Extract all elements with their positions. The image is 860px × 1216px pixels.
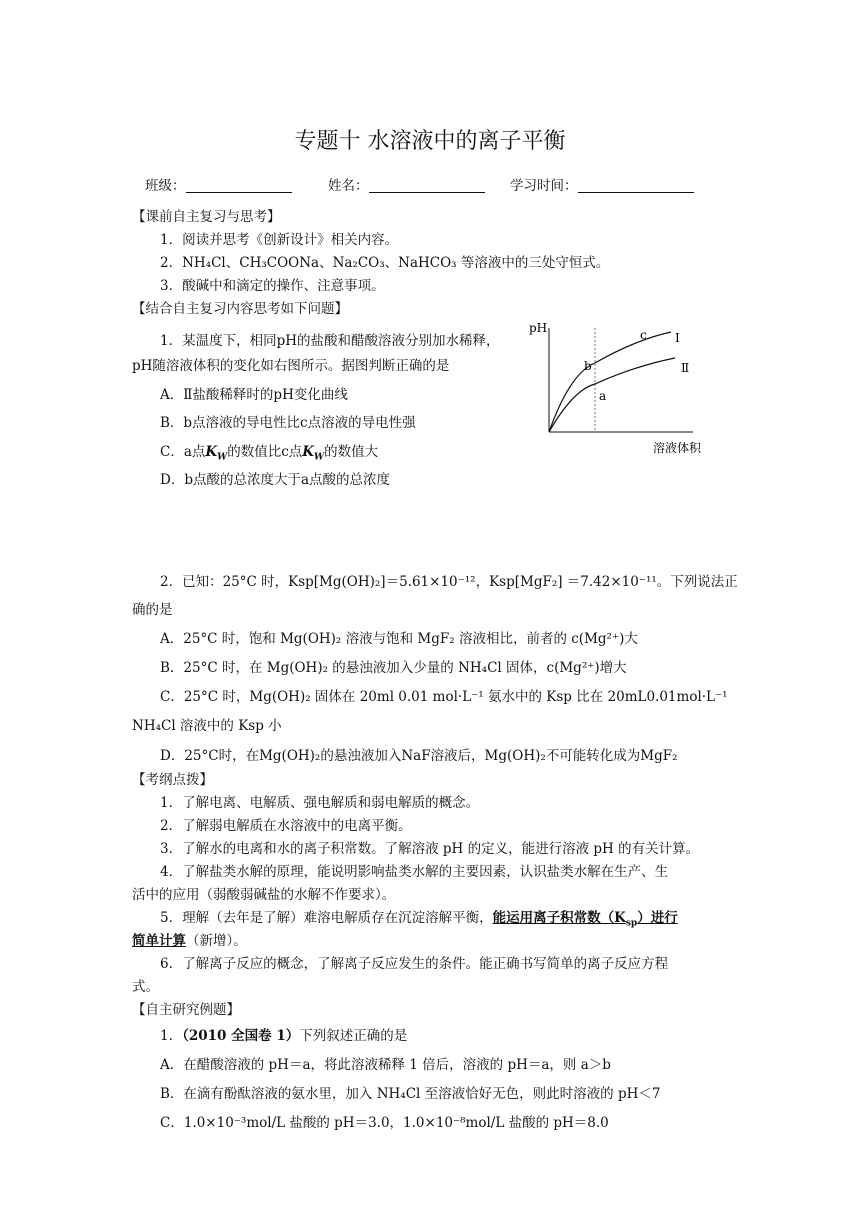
q2-option-c-line1: C．25°C 时，Mg(OH)₂ 固体在 20ml 0.01 mol·L⁻¹ 氨水中的 Ksp 比在 20mL0.01mol·L⁻¹: [160, 689, 728, 705]
syllabus-item-3: 3．了解水的电离和水的离子积常数。了解溶液 pH 的定义，能进行溶液 pH 的有关计算。: [160, 841, 700, 857]
syllabus-item-5-line2: 简单计算（新增）。: [132, 933, 247, 949]
q1-line2: pH随溶液体积的变化如右图所示。据图判断正确的是: [132, 358, 450, 374]
syllabus-item-6-line2: 式。: [132, 979, 159, 995]
syllabus-item-4-line2: 活中的应用（弱酸弱碱盐的水解不作要求）。: [132, 887, 396, 903]
review-item-3: 3．酸碱中和滴定的操作、注意事项。: [160, 278, 385, 294]
review-item-2: 2．NH₄Cl、CH₃COONa、Na₂CO₃、NaHCO₃ 等溶液中的三处守恒式。: [160, 255, 610, 271]
syllabus-item-5-line1: 5．理解（去年是了解）难溶电解质存在沉淀溶解平衡，能运用离子积常数$(K_{sp})$进行: [160, 910, 678, 929]
q2-option-c-line2: NH₄Cl 溶液中的 Ksp 小: [132, 718, 282, 734]
name-field: 姓名：: [328, 176, 485, 196]
q2-line1: 2．已知：25°C 时，Ksp[Mg(OH)₂]＝5.61×10⁻¹²，Ksp[MgF₂] ＝7.42×10⁻¹¹。下列说法正: [160, 574, 738, 590]
time-blank[interactable]: [578, 178, 694, 193]
q1-option-c: C．a点$K_W$的数值比c点$K_W$的数值大: [160, 444, 379, 463]
point-c-label: c: [640, 328, 647, 342]
syllabus-item-2: 2．了解弱电解质在水溶液中的电离平衡。: [160, 818, 412, 834]
q1-option-d: D．b点酸的总浓度大于a点酸的总浓度: [160, 472, 391, 488]
curve-ii-label: Ⅱ: [681, 361, 690, 375]
q2-option-d: D．25°C时，在Mg(OH)₂的悬浊液加入NaF溶液后，Mg(OH)₂不可能转化成为MgF₂: [160, 748, 678, 764]
q2-option-a: A．25°C 时，饱和 Mg(OH)₂ 溶液与饱和 MgF₂ 溶液相比，前者的 c(Mg²⁺)大: [160, 631, 638, 647]
example-q1-option-b: B．在滴有酚酞溶液的氨水里，加入 NH₄Cl 至溶液恰好无色，则此时溶液的 pH＜7: [160, 1086, 661, 1102]
q1-option-a: A．Ⅱ盐酸稀释时的pH变化曲线: [160, 387, 348, 403]
curve-i: [549, 332, 671, 432]
class-blank[interactable]: [186, 178, 292, 193]
curve-ii: [549, 358, 675, 432]
example-q1-stem: 1．（2010 全国卷 1）下列叙述正确的是: [160, 1028, 408, 1044]
section-heading-examples: 【自主研究例题】: [132, 1002, 240, 1018]
section-heading-think: 【结合自主复习内容思考如下问题】: [132, 301, 348, 317]
name-blank[interactable]: [369, 178, 485, 193]
page-title: 专题十 水溶液中的离子平衡: [294, 129, 566, 154]
q1-option-b: B．b点溶液的导电性比c点溶液的导电性强: [160, 415, 416, 431]
syllabus-item-6-line1: 6．了解离子反应的概念，了解离子反应发生的条件。能正确书写简单的离子反应方程: [160, 956, 669, 972]
class-field: 班级：: [145, 176, 292, 196]
q2-option-b: B．25°C 时，在 Mg(OH)₂ 的悬浊液加入少量的 NH₄Cl 固体，c(Mg²⁺)增大: [160, 660, 627, 676]
study-time-field: 学习时间：: [510, 176, 694, 196]
y-axis-label: pH: [529, 321, 548, 335]
review-item-1: 1．阅读并思考《创新设计》相关内容。: [160, 232, 399, 248]
point-b-label: b: [584, 359, 592, 373]
curve-i-label: Ⅰ: [675, 331, 680, 345]
ph-dilution-graph: [525, 318, 725, 458]
example-q1-option-a: A．在醋酸溶液的 pH＝a，将此溶液稀释 1 倍后，溶液的 pH＝a，则 a＞b: [160, 1057, 611, 1073]
example-q1-option-c: C．1.0×10⁻³mol/L 盐酸的 pH＝3.0，1.0×10⁻⁸mol/L 盐酸的 pH＝8.0: [160, 1115, 609, 1131]
q1-line1: 1．某温度下，相同pH的盐酸和醋酸溶液分别加水稀释，: [160, 333, 500, 349]
point-a-label: a: [599, 389, 607, 403]
syllabus-item-4-line1: 4．了解盐类水解的原理，能说明影响盐类水解的主要因素，认识盐类水解在生产、生: [160, 864, 669, 880]
section-heading-review: 【课前自主复习与思考】: [132, 209, 281, 225]
q2-line2: 确的是: [132, 602, 173, 618]
section-heading-syllabus: 【考纲点拨】: [132, 772, 213, 788]
x-axis-label: 溶液体积: [653, 441, 702, 455]
syllabus-item-1: 1．了解电离、电解质、强电解质和弱电解质的概念。: [160, 795, 480, 811]
